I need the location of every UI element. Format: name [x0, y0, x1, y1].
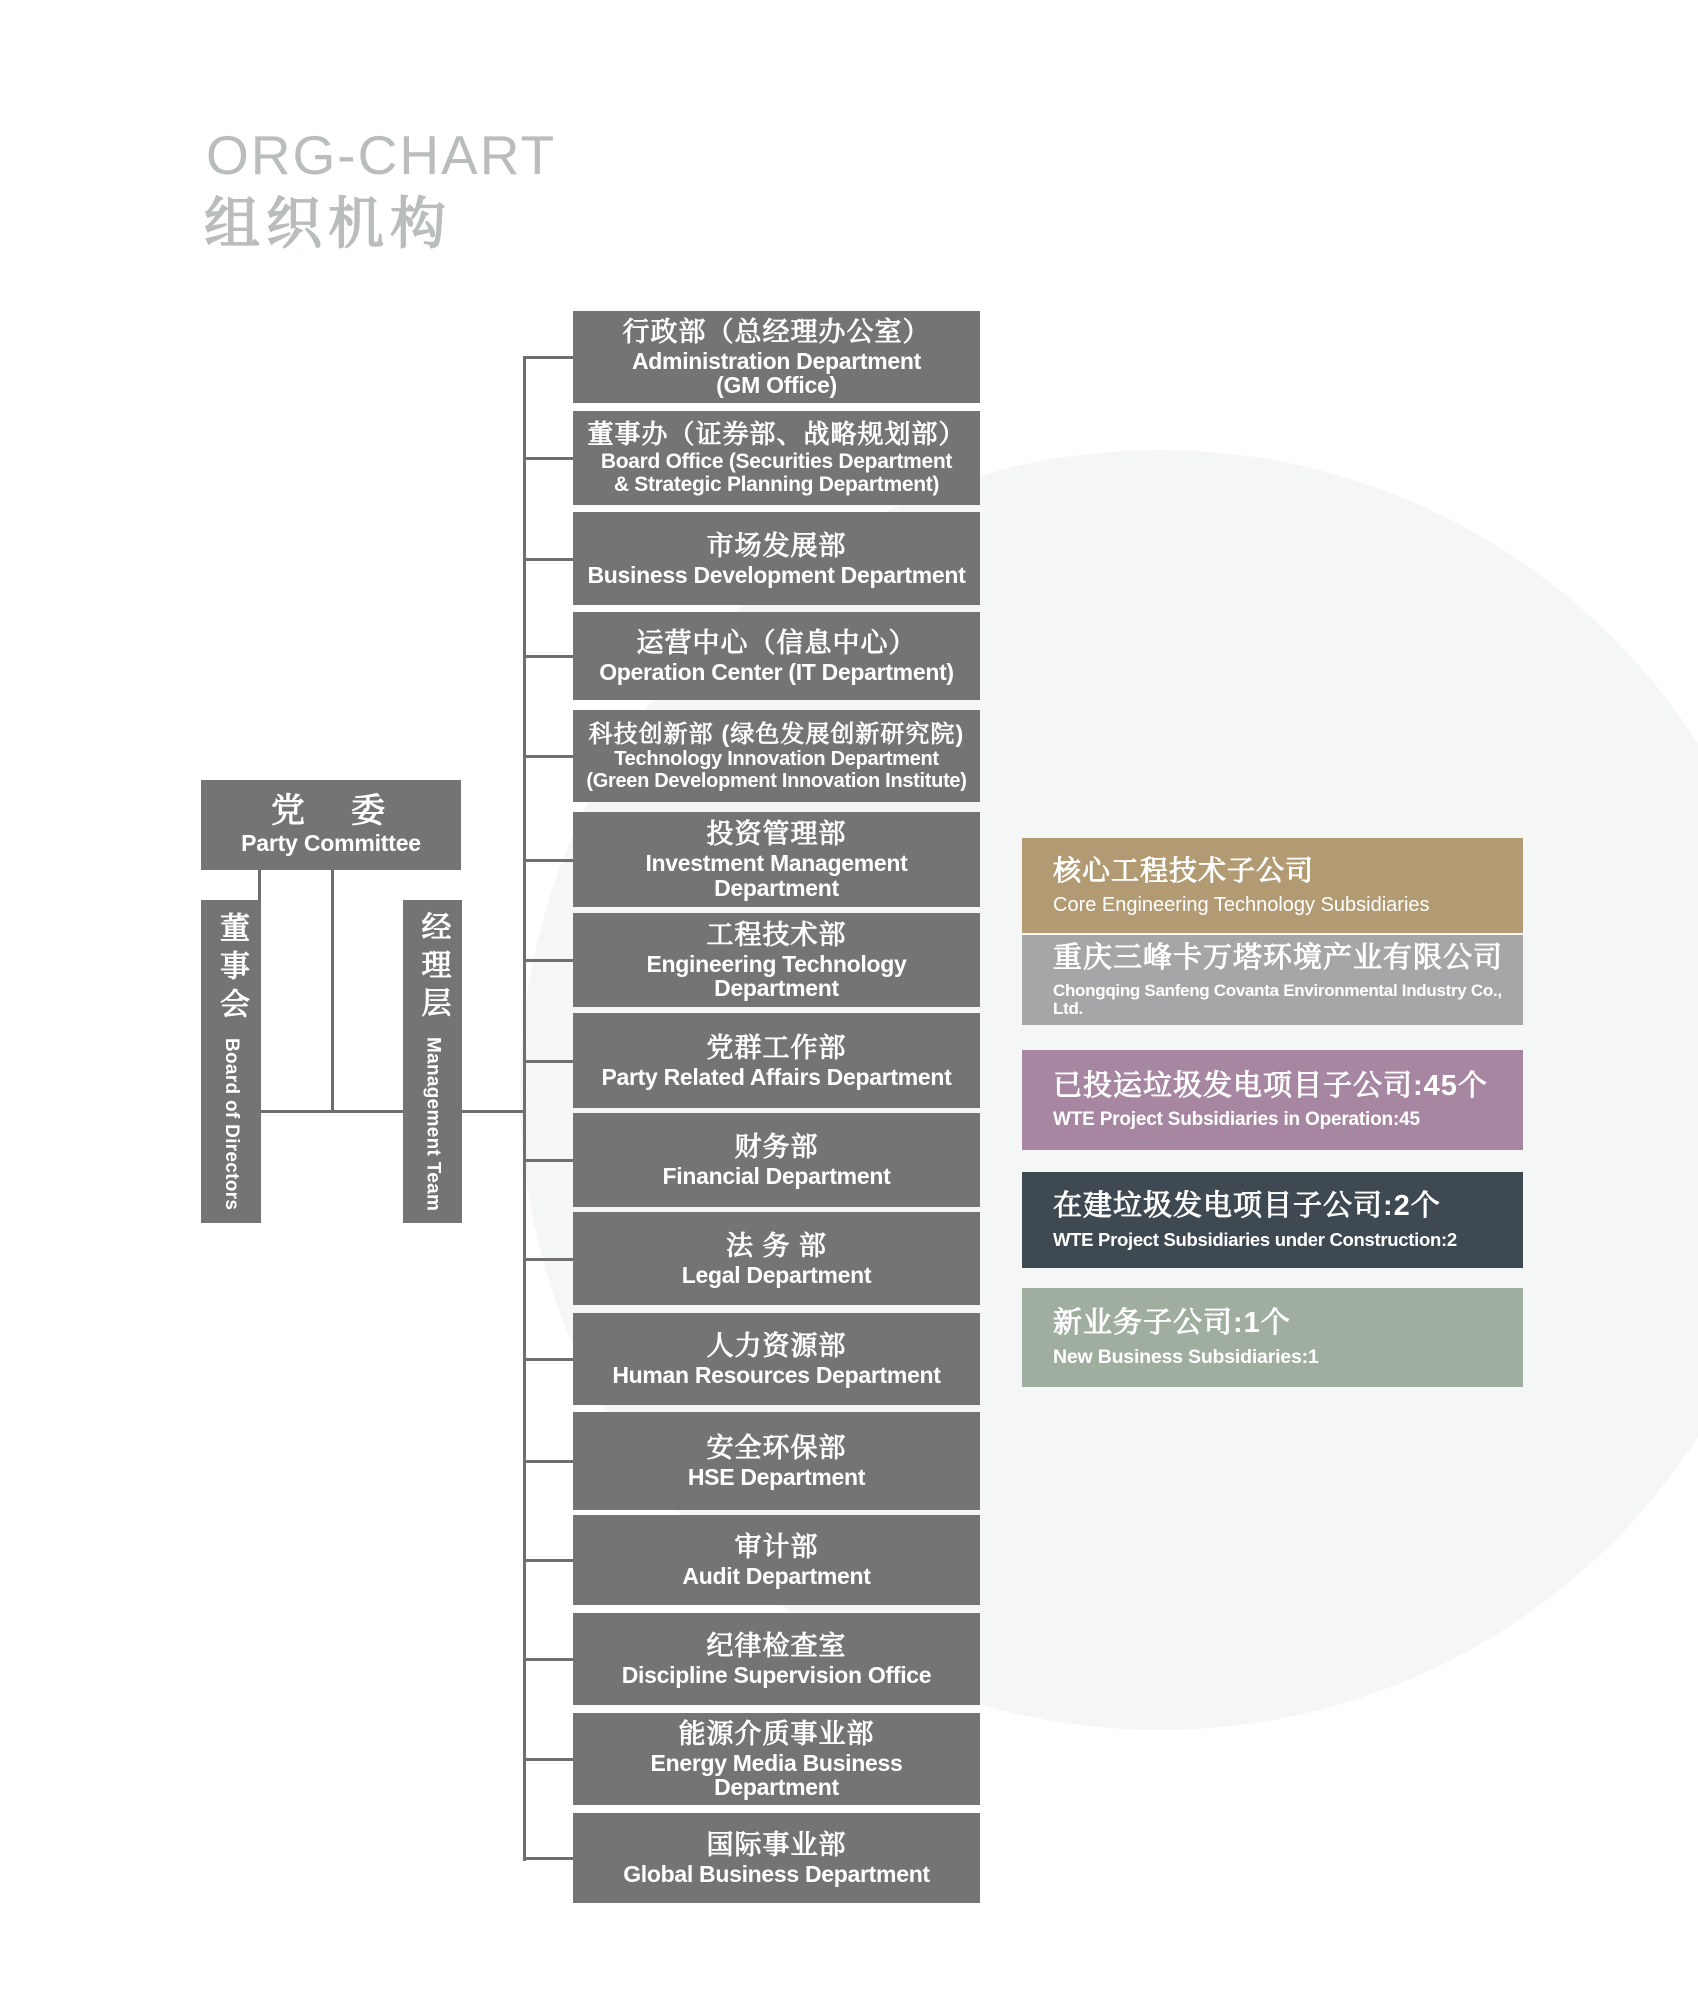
subsidiary-title-zh: 核心工程技术子公司: [1053, 855, 1315, 887]
department-box: [573, 1313, 980, 1405]
subsidiary-title-zh: 已投运垃圾发电项目子公司:45个: [1053, 1069, 1488, 1102]
connector-stub: [523, 755, 573, 758]
department-box: [573, 1713, 980, 1805]
department-box: [573, 913, 980, 1007]
department-box: [573, 311, 980, 403]
department-name-zh: 科技创新部 (绿色发展创新研究院): [588, 720, 965, 748]
department-box: [573, 1613, 980, 1705]
subsidiary-title-en: WTE Project Subsidiaries under Construction:2: [1053, 1229, 1457, 1251]
subsidiary-title-en: New Business Subsidiaries:1: [1053, 1346, 1319, 1369]
department-name-en: Legal Department: [681, 1261, 872, 1288]
connector-party-down: [331, 869, 334, 1113]
department-name-zh: 投资管理部: [706, 819, 847, 850]
subsidiary-title-zh: 重庆三峰卡万塔环境产业有限公司: [1053, 941, 1504, 974]
department-box: [573, 1013, 980, 1108]
connector-stub: [523, 655, 573, 658]
board-of-directors-box: [201, 900, 261, 1223]
department-box: [573, 812, 980, 907]
department-name-en: Department: [714, 975, 839, 1002]
page-title-zh: 组织机构: [204, 192, 452, 255]
department-name-en: Department: [714, 1774, 839, 1801]
department-name-en: & Strategic Planning Department): [613, 472, 940, 496]
department-name-en: Department: [714, 874, 839, 901]
department-box: [573, 1813, 980, 1903]
department-name-en: Discipline Supervision Office: [621, 1662, 932, 1689]
department-name-en: Operation Center (IT Department): [599, 659, 954, 686]
connector-stub: [523, 1258, 573, 1261]
party-committee-zh: 党 委: [271, 792, 391, 831]
subsidiary-title-en: Core Engineering Technology Subsidiaries: [1053, 893, 1430, 916]
subsidiary-title-en: Chongqing Sanfeng Covanta Environmental Industry Co., Ltd.: [1053, 981, 1502, 1019]
department-box: [573, 1412, 980, 1510]
connector-spine: [523, 356, 526, 1861]
subsidiary-box-wte-in-operation: [1022, 1050, 1523, 1150]
connector-horizontal-to-spine: [250, 1110, 526, 1113]
department-box: [573, 1515, 980, 1605]
connector-stub: [523, 1060, 573, 1063]
connector-stub: [523, 859, 573, 862]
department-name-zh: 国际事业部: [706, 1830, 847, 1861]
subsidiary-box-sanfeng-covanta: [1022, 935, 1523, 1025]
connector-party-to-board: [258, 869, 261, 902]
connector-stub: [523, 457, 573, 460]
connector-stub: [523, 1358, 573, 1361]
department-name-en: Audit Department: [682, 1563, 871, 1590]
subsidiary-box-wte-under-construction: [1022, 1172, 1523, 1268]
department-name-en: Global Business Department: [623, 1861, 930, 1888]
department-name-zh: 人力资源部: [706, 1331, 847, 1362]
department-name-en: (GM Office): [716, 372, 837, 399]
management-team-box: [403, 900, 462, 1223]
department-name-zh: 工程技术部: [706, 919, 847, 950]
subsidiary-title-en: WTE Project Subsidiaries in Operation:45: [1053, 1109, 1420, 1131]
department-name-en: (Green Development Innovation Institute): [586, 769, 967, 792]
connector-stub: [523, 1559, 573, 1562]
department-name-en: Business Development Department: [587, 561, 966, 588]
department-box: [573, 1212, 980, 1305]
department-name-zh: 董事办（证券部、战略规划部）: [587, 419, 966, 450]
board-of-directors-en: Board of Directors: [221, 1038, 242, 1211]
department-name-en: Engineering Technology: [646, 950, 907, 977]
connector-stub: [523, 1460, 573, 1463]
department-name-en: Technology Innovation Department: [614, 748, 939, 771]
connector-stub: [523, 1758, 573, 1761]
department-name-zh: 审计部: [734, 1532, 819, 1563]
department-name-zh: 财务部: [734, 1132, 819, 1163]
department-name-en: Administration Department: [632, 347, 921, 374]
department-box: [573, 512, 980, 605]
connector-stub: [523, 959, 573, 962]
connector-stub: [523, 356, 573, 359]
connector-stub: [523, 1159, 573, 1162]
department-name-zh: 安全环保部: [706, 1433, 847, 1464]
department-name-zh: 党群工作部: [706, 1032, 847, 1063]
management-team-zh: 经理层: [416, 911, 450, 1026]
department-name-zh: 运营中心（信息中心）: [636, 628, 917, 659]
department-box: [573, 411, 980, 505]
department-box: [573, 1113, 980, 1207]
connector-stub: [523, 1658, 573, 1661]
department-name-zh: 行政部（总经理办公室）: [622, 316, 931, 347]
subsidiary-box-new-business: [1022, 1288, 1523, 1387]
connector-stub: [523, 558, 573, 561]
department-name-en: HSE Department: [687, 1464, 866, 1491]
department-name-en: Human Resources Department: [612, 1362, 941, 1389]
party-committee-box: [201, 780, 461, 870]
department-name-en: Party Related Affairs Department: [601, 1063, 952, 1090]
department-name-en: Board Office (Securities Department: [600, 450, 953, 474]
department-name-zh: 法 务 部: [725, 1230, 827, 1261]
subsidiary-title-zh: 在建垃圾发电项目子公司:2个: [1053, 1190, 1441, 1223]
department-name-zh: 市场发展部: [706, 530, 847, 561]
party-committee-en: Party Committee: [241, 830, 421, 857]
subsidiary-box-core-engineering-technology: [1022, 838, 1523, 933]
board-of-directors-zh: 董事会: [215, 912, 248, 1027]
department-name-en: Energy Media Business: [650, 1749, 903, 1776]
department-name-en: Investment Management: [645, 850, 908, 877]
department-name-zh: 能源介质事业部: [678, 1718, 875, 1749]
department-name-zh: 纪律检查室: [706, 1631, 847, 1662]
department-name-en: Financial Department: [662, 1163, 891, 1190]
management-team-en: Management Team: [422, 1037, 444, 1212]
department-box: [573, 612, 980, 700]
department-box: [573, 710, 980, 802]
connector-stub: [523, 1857, 573, 1860]
page-title-en: ORG-CHART: [206, 124, 557, 186]
subsidiary-title-zh: 新业务子公司:1个: [1053, 1307, 1291, 1340]
